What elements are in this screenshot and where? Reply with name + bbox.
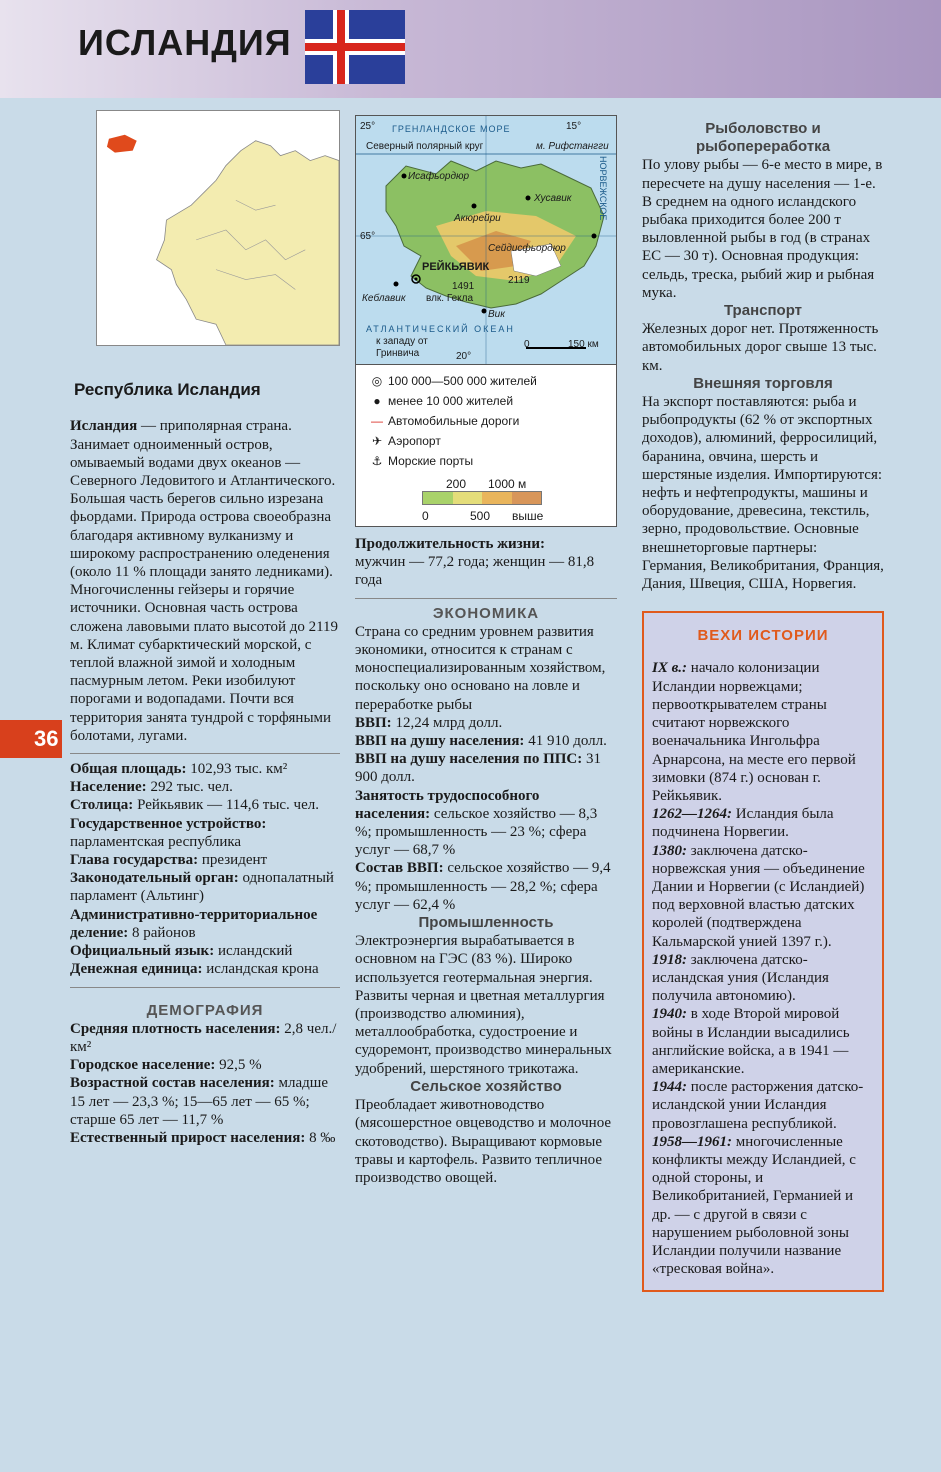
legend-item: — Автомобильные дороги [366, 411, 617, 431]
history-item: 1940: в ходе Второй мировой войны в Исландии высадились английские войска, а в 1941 — американские. [652, 1006, 850, 1077]
history-box [642, 611, 884, 1292]
map-city-seydisfjordur: Сейдисфьордюр [488, 243, 566, 254]
legend-city-small-icon: ● [373, 393, 381, 408]
map-volcano-hekla: влк. Гекла [426, 293, 474, 304]
fact-item: Глава государства: президент [70, 852, 268, 869]
height-scale-bar [422, 491, 542, 505]
map-height-1491: 1491 [452, 281, 475, 292]
economy-fact: ВВП на душу населения: 41 910 долл. [355, 733, 607, 750]
map-scale-0: 0 [524, 339, 530, 350]
legend-item: ⚓ Морские порты [366, 451, 617, 471]
map-lon-15: 15° [566, 121, 582, 132]
map-atlantic-ocean: АТЛАНТИЧЕСКИЙ ОКЕАН [366, 324, 515, 334]
map-lon-20: 20° [456, 351, 472, 362]
height-scale: 200 1000 м 0 500 выше [422, 477, 544, 523]
map-city-isafjordur: Исафьордюр [408, 171, 470, 182]
legend-city-large-icon: ◎ [371, 373, 383, 388]
demography-item: Возрастной состав населения: младше 15 лет — 23,3 %; 15—65 лет — 65 %; старше 65 лет — 11,7 % [70, 1075, 328, 1128]
life-expectancy-heading: Продолжительность жизни: [355, 536, 545, 552]
map-city-husavik: Хусавик [534, 193, 572, 204]
iceland-flag-icon [305, 10, 405, 84]
divider [70, 753, 340, 754]
map-norwegian-sea: НОРВЕЖСКОЕ [598, 156, 609, 221]
fishing-heading: Рыболовство и рыбопереработка [695, 120, 831, 156]
industry-text: Электроэнергия вырабатывается в основном на ГЭС (83 %). Широко используется геотермальная энергия. Развиты черная и цветная металлургия (производство алюминия), металлообработка, судостроение и судоремонт, производство минеральных удобрений, шерстяного трикотажа. [355, 933, 612, 1077]
economy-fact: ВВП: 12,24 млрд долл. [355, 714, 503, 731]
divider [70, 987, 340, 988]
page-title: ИСЛАНДИЯ [78, 22, 292, 63]
fact-item: Общая площадь: 102,93 тыс. км² [70, 761, 288, 778]
europe-locator-map [96, 110, 340, 346]
fact-item: Государственное устройство: парламентская республика [70, 815, 267, 850]
country-official-name: Республика Исландия [74, 380, 261, 400]
history-heading: ВЕХИ ИСТОРИИ [697, 627, 829, 645]
legend-road-icon: — [371, 413, 383, 428]
fact-item: Административно-территориальное деление: 8 районов [70, 906, 318, 941]
history-item: 1918: заключена датско-исландская уния (Исландия получила автономию). [652, 951, 829, 1005]
trade-text: На экспорт поставляются: рыба и рыбопродукты (62 % от экспортных доходов), алюминий, ферросилиций, баранина, овчина, шерсть и шерстяные изделия. Импортируются: нефть и нефтепродукты, машины и оборудование, древесина, текстиль, зерно, продовольствие. Основные внешнеторговые партнеры: Германия, Великобритания, Франция, Дания, Швеция, США, Норвегия. [642, 394, 884, 593]
legend-item: ● менее 10 000 жителей [366, 391, 617, 411]
history-item: IX в.: начало колонизации Исландии норвежцами; первооткрывателем страны считают норвежского военачальника Ингольфра Арнарсона, на месте его первой зимовки (874 г.) основан г. Рейкьявик. [652, 660, 856, 804]
map-city-keflavik: Кеблавик [362, 293, 406, 304]
history-item: 1958—1961: многочисленные конфликты между Исландией, с одной стороны, и Великобританией, Германией и др. — с другой в связи с нарушением рыболовной зоны Исландии получили название «тресковая война». [652, 1133, 856, 1278]
map-legend [356, 364, 617, 527]
divider [355, 598, 617, 599]
map-cape: м. Рифстангги [536, 141, 609, 152]
demography-item: Естественный прирост населения: 8 ‰ [70, 1129, 336, 1146]
intro-paragraph [70, 417, 340, 745]
demography-list [70, 1020, 340, 1147]
facts-list [70, 760, 340, 978]
map-scale-150: 150 км [568, 339, 599, 350]
history-item: 1262—1264: Исландия была подчинена Норвегии. [652, 806, 834, 841]
legend-airport-icon: ✈ [371, 433, 383, 448]
page-number: 36 [0, 720, 62, 758]
fact-item: Законодательный орган: однопалатный парламент (Альтинг) [70, 870, 334, 905]
fact-item: Денежная единица: исландская крона [70, 961, 319, 978]
fishing-text: По улову рыбы — 6-е место в мире, в пересчете на душу населения — 1-е. В среднем на одного исландского рыбака приходится более 200 т выловленной рыбы в год (в странах ЕС — 30 т). Основная продукция: сельдь, треска, рыбий жир и рыбная мука. [642, 157, 883, 301]
transport-text: Железных дорог нет. Протяженность автомобильных дорог свыше 13 тыс. км. [642, 321, 879, 374]
map-lon-25: 25° [360, 121, 376, 132]
economy-fact: ВВП на душу населения по ППС: 31 900 долл. [355, 751, 601, 786]
intro-text: — приполярная страна. Занимает одноименный остров, омываемый водами двух океанов — Северного Ледовитого и Атлантического. Большая часть берегов сильно изрезана фьордами. Природа острова своеобразна благодаря активному вулканизму и широкому распространению оледенения (около 11 % площади занято ледниками). Многочисленны гейзеры и горячие источники. Основная часть острова сложена лавовыми плато высотой до 2119 м. Климат субарктический морской, с теплой влажной зимой и холодным пасмурным летом. Реки изобилуют порогами и водопадами. Почти вся территория занята тундрой с торфяными болотами, лугами. [70, 418, 339, 744]
economy-fact: Занятость трудоспособного населения: сельское хозяйство — 8,3 %; промышленность — 23 %; сфера услуг — 68,7 % [355, 787, 598, 859]
legend-item: ✈ Аэропорт [366, 431, 617, 451]
intro-term: Исландия [70, 418, 138, 435]
iceland-map [355, 115, 617, 527]
agriculture-heading: Сельское хозяйство [410, 1077, 562, 1095]
economy-fact: Состав ВВП: сельское хозяйство — 9,4 %; промышленность — 28,2 %; сфера услуг — 62,4 % [355, 860, 611, 913]
history-item: 1380: заключена датско-норвежская уния — объединение Дании и Норвегии (с Исландией) под верховной властью датских королей (подтверждена Кальмарской унией 1397 г.). [652, 842, 865, 950]
fact-item: Столица: Рейкьявик — 114,6 тыс. чел. [70, 797, 319, 814]
map-city-vik: Вик [488, 309, 505, 320]
column-middle [355, 115, 617, 1187]
economy-text: Страна со средним уровнем развития экономики, относится к странам с моноспециализированным хозяйством, поскольку оно основано на ловле и переработке рыбы [355, 623, 606, 713]
map-arctic-circle: Северный полярный круг [366, 141, 484, 152]
economy-heading: ЭКОНОМИКА [432, 604, 540, 622]
industry-heading: Промышленность [418, 914, 554, 932]
page-header [0, 0, 941, 98]
map-lat-65: 65° [360, 231, 376, 242]
trade-heading: Внешняя торговля [693, 374, 833, 392]
legend-item: ◎ 100 000—500 000 жителей [366, 371, 617, 391]
demography-item: Городское население: 92,5 % [70, 1057, 262, 1074]
agriculture-text: Преобладает животноводство (мясошерстное овцеводство и молочное скотоводство). Выращивают кормовые травы и картофель. Развито тепличное производство овощей. [355, 1097, 612, 1186]
transport-heading: Транспорт [723, 302, 803, 320]
legend-port-icon: ⚓ [371, 453, 383, 468]
column-left [70, 110, 340, 1147]
map-greenland-sea: ГРЕНЛАНДСКОЕ МОРЕ [392, 124, 511, 134]
fact-item: Официальный язык: исландский [70, 943, 293, 960]
demography-heading: ДЕМОГРАФИЯ [146, 1001, 264, 1019]
map-city-reykjavik: РЕЙКЬЯВИК [422, 261, 490, 273]
map-west-note: к западу от Гринвича [376, 336, 428, 359]
column-right [642, 120, 884, 1292]
history-item: 1944: после расторжения датско-исландской унии Исландия провозглашена республикой. [652, 1079, 864, 1132]
map-height-2119: 2119 [508, 275, 530, 286]
map-city-akureyri: Акюрейри [454, 213, 501, 224]
demography-item: Средняя плотность населения: 2,8 чел./км² [70, 1020, 337, 1055]
fact-item: Население: 292 тыс. чел. [70, 779, 233, 796]
life-expectancy-text: мужчин — 77,2 года; женщин — 81,8 года [355, 554, 595, 589]
